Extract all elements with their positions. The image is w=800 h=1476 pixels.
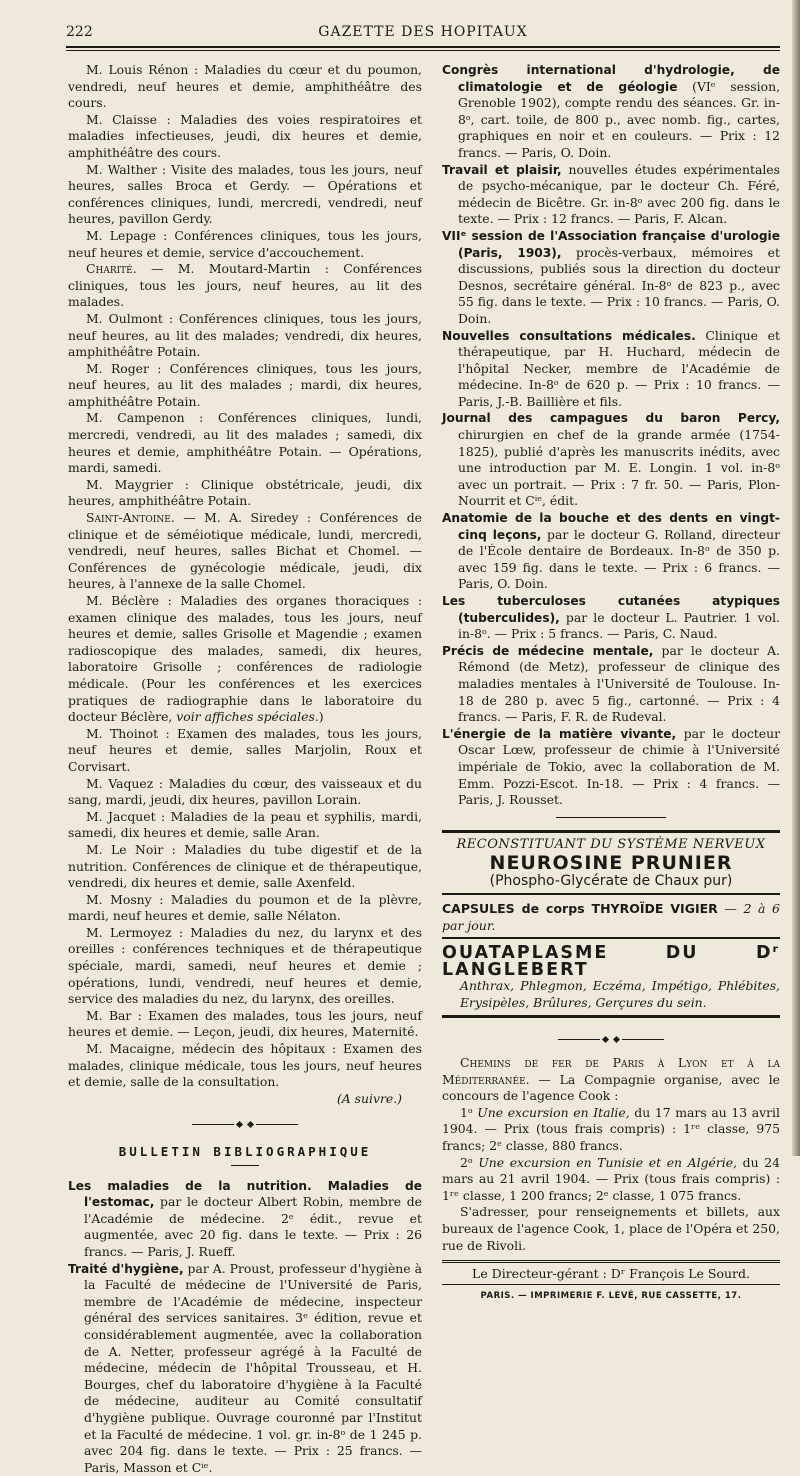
excursion-details: du 17 mars au 13 avril 1904. — Prix (tous frais compris) : 1ʳᵉ classe, 975 francs; 2ᵉ classe, 880 francs. xyxy=(442,1104,780,1154)
saint-antoine-paragraph xyxy=(68,510,422,593)
biblio-entry xyxy=(442,726,780,809)
course-paragraph: M. Roger : Conférences cliniques, tous les jours, neuf heures, au lit des malades ; mardi, dix heures, amphithéâtre Potain. xyxy=(68,360,422,409)
course-paragraph: M. Louis Rénon : Maladies du cœur et du poumon, vendredi, neuf heures et demie, amphithéâtre des cours. xyxy=(68,62,422,111)
course-paragraph: M. Lermoyez : Maladies du nez, du larynx et des oreilles : conférences techniques et de thérapeutique spéciale, mardi, samedi, neuf heures et demie ; opérations, lundi, vendredi, neuf heures et demie, service des maladies du nez, du larynx, des oreilles. xyxy=(68,924,422,1007)
biblio-text: (VIᵉ session, Grenoble 1902), compte rendu des séances. Gr. in-8ᵒ, cart. toile, de 800 p., avec nomb. fig., cartes, graphiques en noir et en couleurs. — Prix : 12 francs. — Paris, O. Doin. xyxy=(458,78,781,160)
ouataplasme-brand: OUATAPLASME DU Dʳ LANGLEBERT xyxy=(442,943,780,980)
biblio-entry xyxy=(442,410,780,510)
biblio-title: Les maladies de la nutrition. Maladies de l'estomac, xyxy=(68,1178,422,1210)
biblio-text: Clinique et thérapeutique, par H. Huchard, médecin de l'hôpital Necker, membre de l'Académie de médecine. In-8ᵒ de 620 p. — Prix : 10 francs. — Paris, J.-B. Baillière et fils. xyxy=(458,327,780,409)
item-number: 2ᵒ xyxy=(460,1154,479,1170)
course-paragraph: M. Oulmont : Conférences cliniques, tous les jours, neuf heures, au lit des malades; vendredi, dix heures, amphithéâtre Potain. xyxy=(68,310,422,360)
hospital-name: Saint-Antoine. xyxy=(86,510,175,526)
biblio-title: Nouvelles consultations médicales. xyxy=(442,328,696,343)
separator-rule xyxy=(556,817,666,818)
editor-line: Le Directeur-gérant : Dʳ François Le Sourd. xyxy=(442,1260,780,1285)
course-paragraph: M. Claisse : Maladies des voies respiratoires et maladies infectieuses, jeudi, dix heures et demie, amphithéâtre des cours. xyxy=(68,111,422,160)
biblio-entry xyxy=(68,1178,422,1261)
course-paragraph: M. Jacquet : Maladies de la peau et syphilis, mardi, samedi, dix heures et demie, salle Aran. xyxy=(68,808,422,841)
page-spine-shadow xyxy=(792,0,800,1156)
biblio-text: par A. Proust, professeur d'hygiène à la Faculté de médecine de l'Université de Paris, membre de l'Académie de médecine, inspecteur général des services sanitaires. 3ᵉ édition, revue et considérablement augmentée, avec la collaboration de A. Netter, professeur agrégé à la Faculté de médecine, médecin de l'hôpital Trousseau, et H. Bourges, chef du laboratoire d'hygiène à la Faculté de médecine, auditeur au Comité consultatif d'hygiène publique. Ouvrage couronné par l'Institut et la Faculté de médecine. 1 vol. gr. in-8ᵒ de 1 245 p. avec 204 fig. dans le texte. — Prix : 25 francs. — Paris, Masson et Cⁱᵉ. xyxy=(84,1260,422,1475)
course-paragraph: M. Campenon : Conférences cliniques, lundi, mercredi, vendredi, au lit des malades ; samedi, dix heures et demie, amphithéâtre Potain. — Opérations, mardi, samedi. xyxy=(68,410,422,476)
header-rule-thick xyxy=(66,46,780,48)
excursion-item xyxy=(442,1105,780,1155)
charite-paragraph xyxy=(68,261,422,311)
page-header xyxy=(66,20,780,42)
journal-title: GAZETTE DES HOPITAUX xyxy=(318,24,528,40)
neurosine-tagline: RECONSTITUANT DU SYSTÈME NERVEUX xyxy=(456,836,766,852)
item-number: 1ᵒ xyxy=(460,1104,478,1120)
biblio-text: procès-verbaux, mémoires et discussions, publiés sous la direction du docteur Desnos, secrétaire général. In-8ᵒ de 823 p., avec 55 fig. dans le texte. — Prix : 10 francs. — Paris, O. Doin. xyxy=(458,244,780,326)
beclere-end: ) xyxy=(318,709,324,725)
neurosine-brand: NEUROSINE PRUNIER xyxy=(489,852,733,875)
biblio-title: Congrès international d'hydrologie, de climatologie et de géologie xyxy=(442,63,780,94)
printer-line: PARIS. — IMPRIMERIE F. LEVÉ, RUE CASSETTE, 17. xyxy=(480,1290,742,1301)
section-ornament xyxy=(68,1117,422,1134)
biblio-entry xyxy=(442,643,780,726)
biblio-text: par le docteur A. Rémond (de Metz), professeur de clinique des maladies mentales à l'Université de Toulouse. In-18 de 280 p. avec 5 fig., cartonné. — Prix : 4 francs. — Paris, F. R. de Rudeval. xyxy=(458,642,780,725)
course-paragraph: M. Vaquez : Maladies du cœur, des vaisseaux et du sang, mardi, jeudi, dix heures, pavillon Lorain. xyxy=(68,775,422,808)
bulletin-heading: BULLETIN BIBLIOGRAPHIQUE xyxy=(118,1144,372,1159)
page-number: 222 xyxy=(66,24,93,40)
course-paragraph: M. Le Noir : Maladies du tube digestif et de la nutrition. Conférences de clinique et de thérapeutique, vendredi, dix heures et demie, salle Axenfeld. xyxy=(68,841,422,891)
saint-antoine-text: — M. A. Siredey : Conférences de clinique et de séméiotique médicale, lundi, mercredi, vendredi, neuf heures, salles Bichat et Chomel. — Conférences de gynécologie médicale, jeudi, dix heures, à l'annexe de la salle Chomel. xyxy=(68,510,422,592)
left-column xyxy=(68,62,422,1476)
neurosine-formula: (Phospho-Glycérate de Chaux pur) xyxy=(489,873,733,890)
beclere-text: M. Béclère : Maladies des organes thoraciques : examen clinique des malades, tous les jours, neuf heures et demie, salles Grisolle et Magendie ; examen radioscopique des malades, samedi, dix heures, laboratoire Grisolle ; conférences de radiologie médicale. (Pour les conférences et les exercices pratiques de radiographie dans le laboratoire du docteur Béclère, xyxy=(68,593,422,725)
excursion-name: Une excursion en Italie, xyxy=(477,1104,630,1120)
biblio-title: Traité d'hygiène, xyxy=(68,1261,184,1276)
biblio-entry xyxy=(442,328,780,411)
course-paragraph: M. Thoinot : Examen des malades, tous les jours, neuf heures et demie, salles Marjolin, Roux et Corvisart. xyxy=(68,725,422,774)
course-paragraph: M. Bar : Examen des malades, tous les jours, neuf heures et demie. — Leçon, jeudi, dix heures, Maternité. xyxy=(68,1007,422,1040)
ouataplasme-ad xyxy=(442,939,780,1018)
biblio-title: Les tuberculoses cutanées atypiques (tuberculides), xyxy=(442,594,780,625)
biblio-text: par le docteur G. Rolland, directeur de l'École dentaire de Bordeaux. In-8ᵒ de 350 p. avec 159 fig. dans le texte. — Prix : 6 francs. — Paris, O. Doin. xyxy=(458,526,780,592)
beclere-paragraph xyxy=(68,593,422,726)
capsules-brand: CAPSULES de corps THYROÏDE VIGIER xyxy=(442,900,718,916)
to-be-continued: (A suivre.) xyxy=(336,1090,402,1106)
course-paragraph: M. Macaigne, médecin des hôpitaux : Examen des malades, clinique médicale, tous les jours, neuf heures et demie, salle de la consultation. xyxy=(68,1041,422,1090)
course-paragraph: M. Mosny : Maladies du poumon et de la plèvre, mardi, neuf heures et demie, salle Nélaton. xyxy=(68,891,422,924)
right-column xyxy=(442,62,780,1304)
biblio-entry xyxy=(68,1261,422,1476)
heading-underline xyxy=(231,1165,259,1166)
biblio-title: Journal des campagues du baron Percy, xyxy=(442,411,780,426)
biblio-text: nouvelles études expérimentales de psycho-mécanique, par le docteur Ch. Féré, médecin de Bicêtre. Gr. in-8ᵒ avec 200 fig. dans le texte. — Prix : 12 francs. — Paris, F. Alcan. xyxy=(458,161,780,227)
biblio-title: Précis de médecine mentale, xyxy=(442,643,654,658)
biblio-entry xyxy=(442,510,780,593)
biblio-title: Anatomie de la bouche et des dents en vingt-cinq leçons, xyxy=(442,511,780,542)
biblio-text: par le docteur Albert Robin, membre de l'Académie de médecine. 2ᵉ édit., revue et augmentée, avec 20 fig. dans le texte. — Prix : 26 francs. — Paris, J. Rueff. xyxy=(84,1194,422,1259)
header-rule-thin xyxy=(66,50,780,51)
neurosine-ad xyxy=(442,830,780,895)
biblio-entry xyxy=(442,162,780,228)
section-ornament xyxy=(442,1032,780,1049)
course-paragraph: M. Lepage : Conférences cliniques, tous les jours, neuf heures et demie, service d'accouchement. xyxy=(68,227,422,260)
biblio-title: Travail et plaisir, xyxy=(442,162,562,177)
capsules-ad xyxy=(442,895,780,939)
course-paragraph: M. Maygrier : Clinique obstétricale, jeudi, dix heures, amphithéâtre Potain. xyxy=(68,476,422,509)
excursion-details: du 24 mars au 21 avril 1904. — Prix (tous frais compris) : 1ʳᵉ classe, 1 200 francs; 2ᵉ classe, 1 075 francs. xyxy=(442,1154,780,1203)
biblio-title: VIIᵉ session de l'Association française d'urologie (Paris, 1903), xyxy=(442,228,780,260)
railway-name: Chemins de fer de Paris à Lyon et à la Méditerranée. xyxy=(442,1055,780,1087)
beclere-italic: voir affiches spéciales. xyxy=(176,709,319,725)
biblio-text: chirurgien en chef de la grande armée (1754-1825), publié d'après les manuscrits inédits, avec une introduction par M. E. Longin. 1 vol. in-8ᵒ avec un portrait. — Prix : 7 fr. 50. — Paris, Plon-Nourrit et Cⁱᵉ, édit. xyxy=(458,427,780,509)
hospital-name: Charité. xyxy=(86,261,137,277)
contact-info: S'adresser, pour renseignements et billets, aux bureaux de l'agence Cook, 1, place de l'Opéra et 250, rue de Rivoli. xyxy=(442,1204,780,1253)
biblio-entry xyxy=(442,228,780,328)
charite-text: — M. Moutard-Martin : Conférences cliniques, tous les jours, neuf heures, au lit des malades. xyxy=(68,261,422,310)
ouataplasme-indications: Anthrax, Phlegmon, Eczéma, Impétigo, Phlébites, Erysipèles, Brûlures, Gerçures du sein. xyxy=(460,978,780,1010)
biblio-text: par le docteur Oscar Lœw, professeur de chimie à l'Université impériale de Tokio, avec la collaboration de M. Emm. Pozzi-Escot. In-18. — Prix : 4 francs. — Paris, J. Rousset. xyxy=(458,725,781,808)
biblio-text: par le docteur L. Pautrier. 1 vol. in-8ᵒ. — Prix : 5 francs. — Paris, C. Naud. xyxy=(458,609,780,642)
excursion-item xyxy=(442,1155,780,1205)
railway-intro: — La Compagnie organise, avec le concours de l'agence Cook : xyxy=(442,1071,780,1104)
excursion-name: Une excursion en Tunisie et en Algérie, xyxy=(478,1154,737,1170)
biblio-title: L'énergie de la matière vivante, xyxy=(442,726,677,741)
course-paragraph: M. Walther : Visite des malades, tous les jours, neuf heures, salles Broca et Gerdy. — Opérations et conférences cliniques, lundi, mercredi, vendredi, neuf heures, pavillon Gerdy. xyxy=(68,161,422,227)
biblio-entry xyxy=(442,62,780,162)
railway-notice xyxy=(442,1055,780,1105)
capsules-dosage: — 2 à 6 par jour. xyxy=(442,900,780,933)
biblio-entry xyxy=(442,593,780,643)
